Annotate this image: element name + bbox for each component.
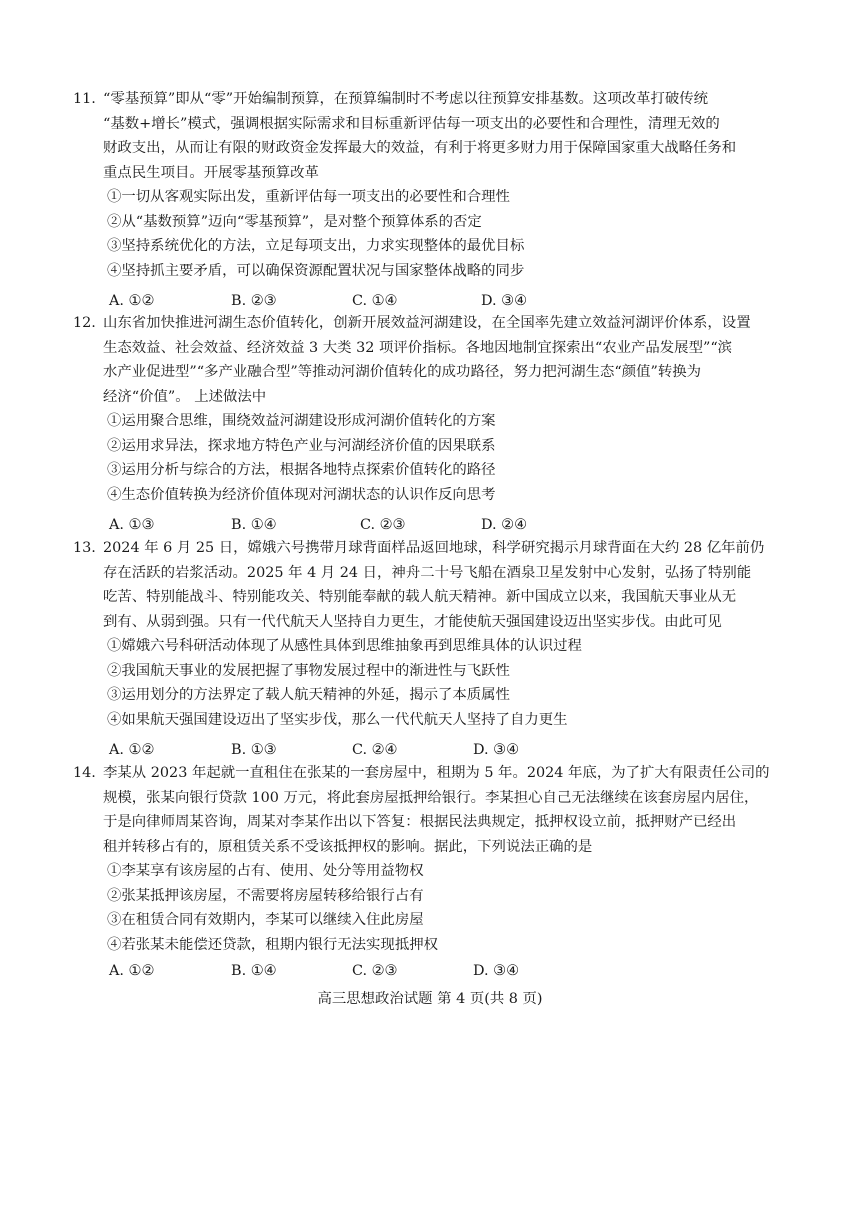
question-stem-line: 于是向律师周某咨询，周某对李某作出以下答复：根据民法典规定，抵押权设立前，抵押财产已经出 (103, 814, 737, 830)
statement: ②运用求异法，探求地方特色产业与河湖经济价值的因果联系 (107, 437, 496, 454)
question-stem-line: 12. 山东省加快推进河湖生态价值转化，创新开展效益河湖建设，在全国率先建立效益河湖评价体系，设置 (73, 311, 793, 336)
option-d: D. ③④ (481, 293, 527, 309)
statement: ②我国航天事业的发展把握了事物发展过程中的渐进性与飞跃性 (107, 662, 510, 679)
question-stem-line: 吃苦、特别能战斗、特别能攻关、特别能奉献的载人航天精神。新中国成立以来，我国航天事业从无 (103, 589, 737, 605)
statement: ③坚持系统优化的方法，立足每项支出，力求实现整体的最优目标 (107, 238, 525, 254)
question-number: 14. (73, 765, 96, 781)
option-c: C. ①④ (352, 293, 398, 309)
statement: ①嫦娥六号科研活动体现了从感性具体到思维抽象再到思维具体的认识过程 (107, 638, 582, 654)
statement: ③运用分析与综合的方法，根据各地特点探索价值转化的路径 (107, 462, 496, 478)
answer-options (103, 738, 793, 763)
question-number: 13. (73, 540, 96, 556)
question-stem-line: 13. 2024 年 6 月 25 日，嫦娥六号携带月球背面样品返回地球，科学研究揭示月球背面在大约 28 亿年前仍 (73, 536, 793, 561)
statement: ③运用划分的方法界定了载人航天精神的外延，揭示了本质属性 (107, 687, 510, 703)
option-a: A. ①② (109, 293, 155, 309)
question-14 (73, 761, 793, 984)
question-stem-line: 到有、从弱到强。只有一代代航天人坚持自力更生，才能使航天强国建设迈出坚实步伐。由此可见 (103, 613, 722, 630)
question-number: 11. (73, 91, 96, 107)
question-stem-line: 租并转移占有的，原租赁关系不受该抵押权的影响。据此，下列说法正确的是 (103, 838, 593, 855)
option-c: C. ②③ (352, 963, 398, 979)
option-a: A. ①③ (109, 517, 155, 533)
question-stem-line: 存在活跃的岩浆活动。2025 年 4 月 24 日，神舟二十号飞船在酒泉卫星发射中心发射，弘扬了特别能 (103, 564, 752, 581)
option-b: B. ①④ (231, 517, 277, 533)
question-12 (73, 311, 793, 538)
answer-options (103, 959, 793, 984)
question-stem-line: 14. 李某从 2023 年起就一直租住在张某的一套房屋中，租期为 5 年。2024 年底，为了扩大有限责任公司的 (73, 761, 793, 786)
question-stem-line: 11. “零基预算”即从“零”开始编制预算，在预算编制时不考虑以往预算安排基数。这项改革打破传统 (73, 87, 793, 112)
page-footer: 高三思想政治试题 第 4 页(共 8 页) (317, 991, 543, 1007)
statement: ④坚持抓主要矛盾，可以确保资源配置状况与国家整体战略的同步 (107, 262, 525, 279)
statement: ④生态价值转换为经济价值体现对河湖状态的认识作反向思考 (107, 486, 496, 503)
question-stem-line: 水产业促进型”“多产业融合型”等推动河湖价值转化的成功路径，努力把河湖生态“颜值”转换为 (103, 364, 702, 380)
option-a: A. ①② (109, 963, 155, 979)
statement: ④如果航天强国建设迈出了坚实步伐，那么一代代航天人坚持了自力更生 (107, 711, 568, 728)
question-stem-line: 经济“价值”。 上述做法中 (103, 388, 267, 405)
question-13 (73, 536, 793, 763)
option-b: B. ①③ (231, 742, 277, 758)
option-a: A. ①② (109, 742, 155, 758)
question-number: 12. (73, 315, 96, 331)
statement: ①运用聚合思维，围绕效益河湖建设形成河湖价值转化的方案 (107, 413, 496, 429)
question-stem-line: 生态效益、社会效益、经济效益 3 大类 32 项评价指标。各地因地制宜探索出“农业产品发展型”“滨 (103, 339, 733, 356)
statement: ③在租赁合同有效期内，李某可以继续入住此房屋 (107, 912, 424, 928)
option-c: C. ②③ (360, 517, 406, 533)
question-stem-line: 规模，张某向银行贷款 100 万元，将此套房屋抵押给银行。李某担心自己无法继续在该套房屋内居住， (103, 789, 759, 806)
question-11 (73, 87, 793, 314)
statement: ④若张某未能偿还贷款，租期内银行无法实现抵押权 (107, 936, 438, 953)
answer-options (103, 513, 793, 538)
question-stem-line: 重点民生项目。开展零基预算改革 (103, 164, 319, 181)
option-d: D. ②④ (481, 517, 527, 533)
statement: ①一切从客观实际出发，重新评估每一项支出的必要性和合理性 (107, 189, 510, 205)
option-c: C. ②④ (352, 742, 398, 758)
option-d: D. ③④ (473, 742, 519, 758)
statement: ②从“基数预算”迈向“零基预算”，是对整个预算体系的否定 (107, 213, 482, 230)
option-d: D. ③④ (473, 963, 519, 979)
option-b: B. ①④ (231, 963, 277, 979)
statement: ①李某享有该房屋的占有、使用、处分等用益物权 (107, 863, 424, 879)
option-b: B. ②③ (231, 293, 277, 309)
question-stem-line: “基数+增长”模式，强调根据实际需求和目标重新评估每一项支出的必要性和合理性，清理无效的 (103, 115, 720, 132)
statement: ②张某抵押该房屋，不需要将房屋转移给银行占有 (107, 887, 424, 904)
question-stem-line: 财政支出，从而让有限的财政资金发挥最大的效益，有利于将更多财力用于保障国家重大战略任务和 (103, 140, 737, 156)
